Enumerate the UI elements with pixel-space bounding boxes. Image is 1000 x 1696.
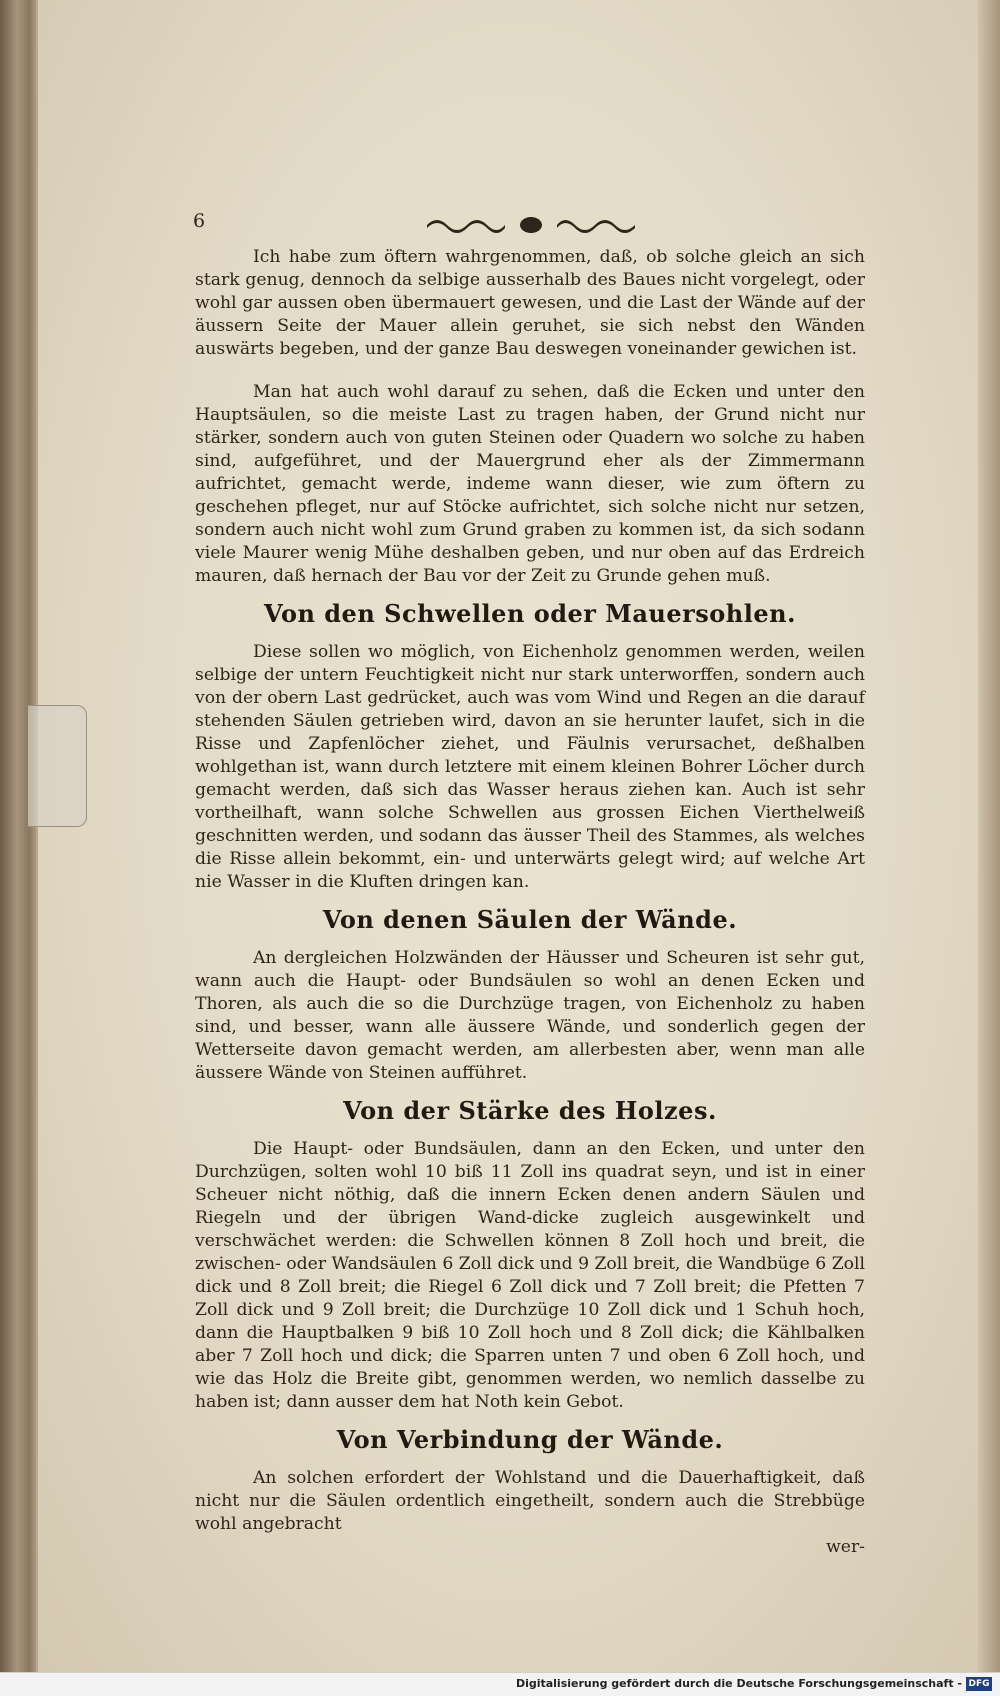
page-edge [978,0,1000,1672]
page-number: 6 [193,210,206,232]
page-content [195,210,865,1559]
footer-bar [0,1672,1000,1696]
section-text-verbindung: An solchen erfordert der Wohlstand und die Dauerhaftigkeit, daß nicht nur die Säulen ordentlich eingetheilt, sondern auch die Strebbüge wohl angebracht [195,1468,865,1534]
footer-credit: Digitalisierung gefördert durch die Deutsche Forschungsgemeinschaft - [515,1677,962,1690]
page-header [195,210,865,246]
section-heading-verbindung: Von Verbindung der Wände. [336,1425,724,1454]
ornament-icon [425,213,637,237]
paragraph-intro-2: Man hat auch wohl darauf zu sehen, daß die Ecken und unter den Hauptsäulen, so die meiste Last zu tragen haben, der Grund nicht nur stärker, sondern auch von guten Steinen oder Quadern wo solche zu haben sind, aufgeführet, und der Mauergrund eher als der Zimmermann aufrichtet, gemacht werde, indeme wann dieser, wie zum öftern zu geschehen pfleget, nur auf Stöcke aufrichtet, sich solche nicht nur setzen, sondern auch nicht wohl zum Grund graben zu kommen ist, da sich sodann viele Maurer wenig Mühe deshalben geben, und nur oben auf das Erdreich mauren, daß hernach der Bau vor der Zeit zu Grunde gehen muß. [195,382,865,586]
section-heading-saeulen: Von denen Säulen der Wände. [322,905,738,934]
catchword: wer- [826,1537,865,1557]
dfg-logo-icon: DFG [966,1677,992,1691]
page-clip [28,705,87,827]
section-heading-staerke: Von der Stärke des Holzes. [343,1096,717,1125]
section-text-saeulen: An dergleichen Holzwänden der Häusser und Scheuren ist sehr gut, wann auch die Haupt- oder Bundsäulen so wohl an denen Ecken und Thoren, als auch die so die Durchzüge tragen, von Eichenholz zu haben sind, und besser, wann alle äussere Wände, und sonderlich gegen der Wetterseite davon gemacht werden, am allerbesten aber, wenn man alle äussere Wände von Steinen aufführet. [195,948,865,1083]
section-text-schwellen: Diese sollen wo möglich, von Eichenholz genommen werden, weilen selbige der untern Feuchtigkeit nicht nur stark unterworffen, sondern auch von der obern Last gedrücket, auch was vom Wind und Regen an die darauf stehenden Säulen getrieben wird, davon an sie herunter laufet, sich in die Risse und Zapfenlöcher ziehet, und Fäulnis verursachet, deßhalben wohlgethan ist, wann durch letztere mit einem kleinen Bohrer Löcher durch gemacht werden, daß sich das Wasser heraus ziehen kan. Auch ist sehr vortheilhaft, wann solche Schwellen aus grossen Eichen Vierthelweiß geschnitten werden, und sodann das äusser Theil des Stammes, als welches die Risse allein bekommt, ein- und unterwärts gelegt wird; auf welche Art nie Wasser in die Kluften dringen kan. [195,642,865,892]
paragraph-intro-1: Ich habe zum öftern wahrgenommen, daß, ob solche gleich an sich stark genug, dennoch da selbige ausserhalb des Baues nicht vorgelegt, oder wohl gar aussen oben übermauert gewesen, und die Last der Wände auf der äussern Seite der Mauer allein geruhet, sie sich nebst den Wänden auswärts begeben, und der ganze Bau deswegen voneinander gewichen ist. [195,247,865,359]
section-heading-schwellen: Von den Schwellen oder Mauersohlen. [264,599,796,628]
section-text-staerke: Die Haupt- oder Bundsäulen, dann an den Ecken, und unter den Durchzügen, solten wohl 10 biß 11 Zoll ins quadrat seyn, und ist in einer Scheuer nicht nöthig, daß die innern Ecken denen andern Säulen und Riegeln und der übrigen Wand-dicke zugleich ausgewinkelt und verschwächet werden: die Schwellen können 8 Zoll hoch und breit, die zwischen- oder Wandsäulen 6 Zoll dick und 9 Zoll breit, die Wandbüge 6 Zoll dick und 8 Zoll breit; die Riegel 6 Zoll dick und 7 Zoll breit; die Pfetten 7 Zoll dick und 9 Zoll breit; die Durchzüge 10 Zoll dick und 1 Schuh hoch, dann die Hauptbalken 9 biß 10 Zoll hoch und 8 Zoll dick; die Kählbalken aber 7 Zoll hoch und dick; die Sparren unten 7 und oben 6 Zoll hoch, und wie das Holz die Breite gibt, genommen werden, wo nemlich dasselbe zu haben ist; dann ausser dem hat Noth kein Gebot. [195,1139,865,1412]
